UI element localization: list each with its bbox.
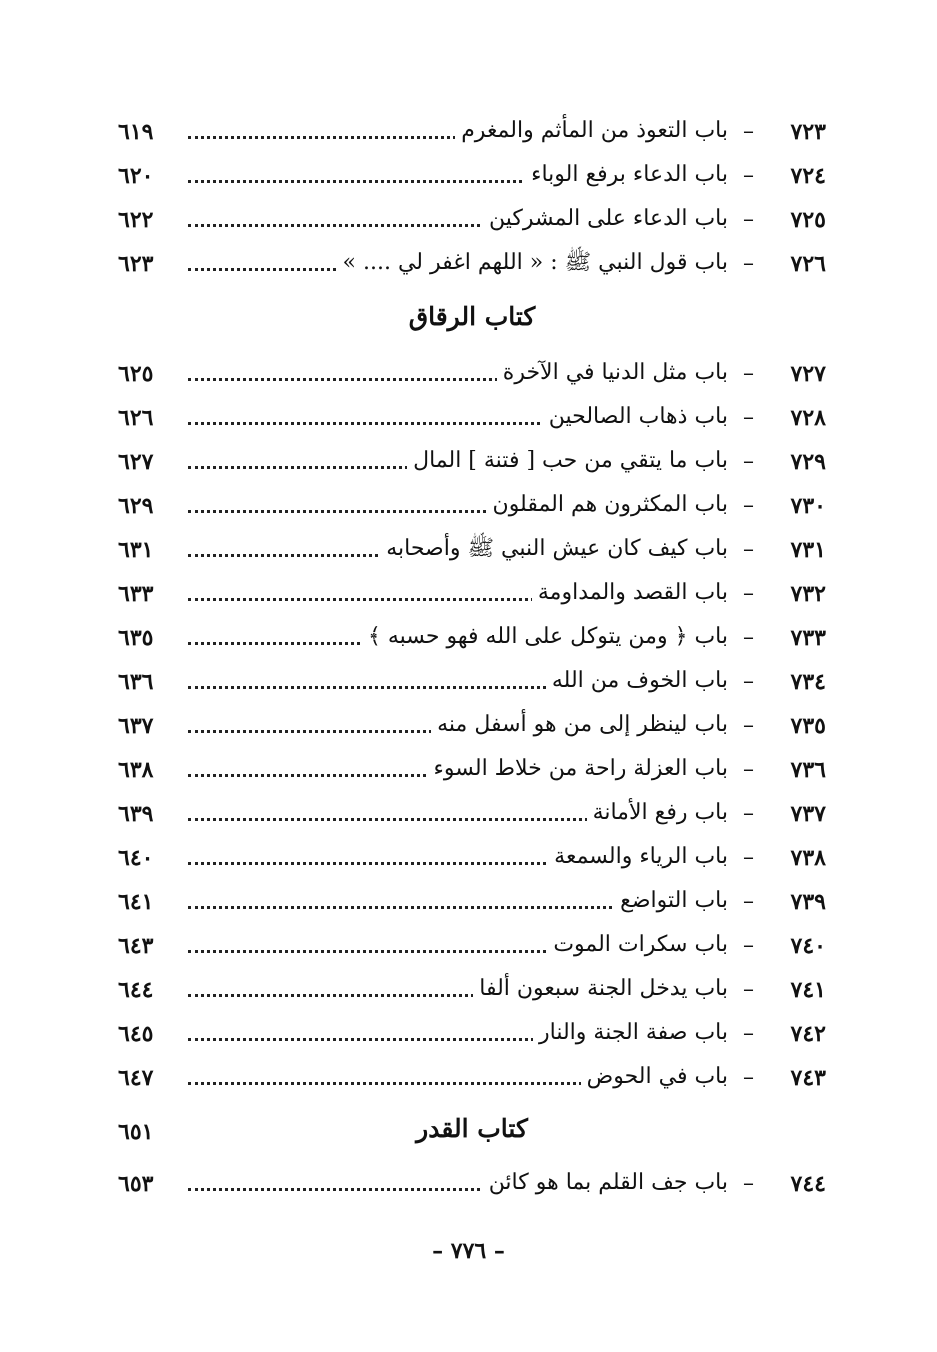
entry-dash: – bbox=[743, 251, 754, 276]
toc-entry-732[interactable] bbox=[118, 572, 826, 612]
toc-entry-737[interactable] bbox=[118, 792, 826, 832]
entry-page-number: ٦٥٣ bbox=[118, 1171, 154, 1197]
entry-page-number: ٦٢٧ bbox=[118, 449, 154, 475]
entry-title: باب التواضع bbox=[614, 886, 728, 916]
entry-title: باب جف القلم بما هو كائن bbox=[483, 1168, 728, 1198]
entry-page-number: ٦٣٦ bbox=[118, 669, 154, 695]
entry-number: ٧٣٢ bbox=[790, 581, 826, 607]
entry-dash: – bbox=[743, 757, 754, 782]
entry-page-number: ٦٣٥ bbox=[118, 625, 154, 651]
toc-entry-733[interactable] bbox=[118, 616, 826, 656]
toc-entry-734[interactable] bbox=[118, 660, 826, 700]
entry-dash: – bbox=[743, 1065, 754, 1090]
page-footer-number: – ٧٧٦ – bbox=[432, 1238, 505, 1264]
section-title: كتاب القدر bbox=[416, 1114, 528, 1143]
toc-entry-728[interactable] bbox=[118, 396, 826, 436]
toc-entry-743[interactable] bbox=[118, 1056, 826, 1096]
toc-entry-735[interactable] bbox=[118, 704, 826, 744]
entry-page-number: ٦٢٩ bbox=[118, 493, 154, 519]
entry-page-number: ٦٣٣ bbox=[118, 581, 154, 607]
entry-page-number: ٦٣٨ bbox=[118, 757, 154, 783]
entry-number: ٧٣٨ bbox=[790, 845, 826, 871]
entry-dash: – bbox=[743, 625, 754, 650]
entry-title: باب يدخل الجنة سبعون ألفا bbox=[473, 974, 728, 1004]
entry-page-number: ٦٣٧ bbox=[118, 713, 154, 739]
toc-entry-723[interactable] bbox=[118, 110, 826, 150]
entry-dash: – bbox=[743, 713, 754, 738]
entry-title: باب قول النبي ﷺ : « اللهم اغفر لي .... » bbox=[337, 248, 728, 278]
entry-page-number: ٦١٩ bbox=[118, 119, 154, 145]
entry-title: باب الدعاء على المشركين bbox=[483, 204, 728, 234]
entry-number: ٧٤١ bbox=[790, 977, 826, 1003]
entry-page-number: ٦٢٢ bbox=[118, 207, 154, 233]
entry-dash: – bbox=[743, 163, 754, 188]
section-page-number: ٦٥١ bbox=[118, 1119, 154, 1145]
entry-number: ٧٣٧ bbox=[790, 801, 826, 827]
entry-page-number: ٦٤٠ bbox=[118, 845, 154, 871]
toc-entry-724[interactable] bbox=[118, 154, 826, 194]
entry-dash: – bbox=[743, 405, 754, 430]
entry-page-number: ٦٤٤ bbox=[118, 977, 154, 1003]
entry-number: ٧٢٨ bbox=[790, 405, 826, 431]
entry-number: ٧٣٩ bbox=[790, 889, 826, 915]
entry-number: ٧٤٣ bbox=[790, 1065, 826, 1091]
entry-dash: – bbox=[743, 801, 754, 826]
entry-dash: – bbox=[743, 493, 754, 518]
section-heading-riqaq[interactable] bbox=[118, 298, 826, 338]
entry-dash: – bbox=[743, 361, 754, 386]
toc-entry-740[interactable] bbox=[118, 924, 826, 964]
entry-number: ٧٣٤ bbox=[790, 669, 826, 695]
entry-page-number: ٦٢٣ bbox=[118, 251, 154, 277]
entry-dash: – bbox=[743, 1021, 754, 1046]
entry-number: ٧٢٣ bbox=[790, 119, 826, 145]
entry-title: باب لينظر إلى من هو أسفل منه bbox=[431, 710, 728, 740]
entry-page-number: ٦٣١ bbox=[118, 537, 154, 563]
toc-entry-725[interactable] bbox=[118, 198, 826, 238]
entry-page-number: ٦٤٣ bbox=[118, 933, 154, 959]
entry-page-number: ٦٤٧ bbox=[118, 1065, 154, 1091]
entry-dash: – bbox=[743, 669, 754, 694]
entry-title: باب ذهاب الصالحين bbox=[543, 402, 728, 432]
entry-number: ٧٣٠ bbox=[790, 493, 826, 519]
entry-title: باب الدعاء برفع الوباء bbox=[525, 160, 728, 190]
entry-dash: – bbox=[743, 845, 754, 870]
entry-title: باب الرياء والسمعة bbox=[548, 842, 728, 872]
entry-dash: – bbox=[743, 933, 754, 958]
entry-title: باب صفة الجنة والنار bbox=[533, 1018, 728, 1048]
entry-number: ٧٢٥ bbox=[790, 207, 826, 233]
entry-number: ٧٤٠ bbox=[790, 933, 826, 959]
entry-number: ٧٤٢ bbox=[790, 1021, 826, 1047]
entry-number: ٧٣٣ bbox=[790, 625, 826, 651]
entry-dash: – bbox=[743, 977, 754, 1002]
entry-number: ٧٢٦ bbox=[790, 251, 826, 277]
section-heading-qadar[interactable] bbox=[118, 1110, 826, 1150]
entry-page-number: ٦٢٦ bbox=[118, 405, 154, 431]
entry-dash: – bbox=[743, 449, 754, 474]
entry-page-number: ٦٤١ bbox=[118, 889, 154, 915]
entry-title: باب في الحوض bbox=[581, 1062, 728, 1092]
entry-title: باب القصد والمداومة bbox=[532, 578, 728, 608]
entry-title: باب المكثرون هم المقلون bbox=[487, 490, 728, 520]
entry-title: باب الخوف من الله bbox=[546, 666, 728, 696]
entry-title: باب رفع الأمانة bbox=[587, 798, 728, 828]
entry-dash: – bbox=[743, 537, 754, 562]
entry-number: ٧٣١ bbox=[790, 537, 826, 563]
entry-page-number: ٦٣٩ bbox=[118, 801, 154, 827]
toc-entry-736[interactable] bbox=[118, 748, 826, 788]
entry-number: ٧٢٤ bbox=[790, 163, 826, 189]
toc-entry-730[interactable] bbox=[118, 484, 826, 524]
entry-number: ٧٣٦ bbox=[790, 757, 826, 783]
entry-dash: – bbox=[743, 207, 754, 232]
entry-dash: – bbox=[743, 1171, 754, 1196]
toc-entry-741[interactable] bbox=[118, 968, 826, 1008]
entry-title: باب ما يتقي من حب [ فتنة ] المال bbox=[407, 446, 728, 476]
section-title: كتاب الرقاق bbox=[408, 302, 536, 331]
entry-title: باب التعوذ من المأثم والمغرم bbox=[455, 116, 728, 146]
toc-entry-744[interactable] bbox=[118, 1162, 826, 1202]
toc-entry-742[interactable] bbox=[118, 1012, 826, 1052]
toc-entry-738[interactable] bbox=[118, 836, 826, 876]
toc-entry-739[interactable] bbox=[118, 880, 826, 920]
entry-title: باب مثل الدنيا في الآخرة bbox=[497, 358, 728, 388]
entry-title: باب سكرات الموت bbox=[547, 930, 728, 960]
toc-entry-726[interactable] bbox=[118, 242, 826, 282]
entry-page-number: ٦٢٠ bbox=[118, 163, 154, 189]
entry-dash: – bbox=[743, 119, 754, 144]
entry-dash: – bbox=[743, 889, 754, 914]
entry-title: باب العزلة راحة من خلاط السوء bbox=[428, 754, 728, 784]
entry-title: باب كيف كان عيش النبي ﷺ وأصحابه bbox=[380, 534, 728, 564]
entry-title: باب ﴿ ومن يتوكل على الله فهو حسبه ﴾ bbox=[362, 622, 728, 652]
entry-number: ٧٣٥ bbox=[790, 713, 826, 739]
toc-entry-727[interactable] bbox=[118, 352, 826, 392]
entry-dash: – bbox=[743, 581, 754, 606]
entry-number: ٧٢٩ bbox=[790, 449, 826, 475]
entry-page-number: ٦٤٥ bbox=[118, 1021, 154, 1047]
entry-number: ٧٢٧ bbox=[790, 361, 826, 387]
toc-entry-729[interactable] bbox=[118, 440, 826, 480]
entry-page-number: ٦٢٥ bbox=[118, 361, 154, 387]
entry-number: ٧٤٤ bbox=[790, 1171, 826, 1197]
toc-entry-731[interactable] bbox=[118, 528, 826, 568]
